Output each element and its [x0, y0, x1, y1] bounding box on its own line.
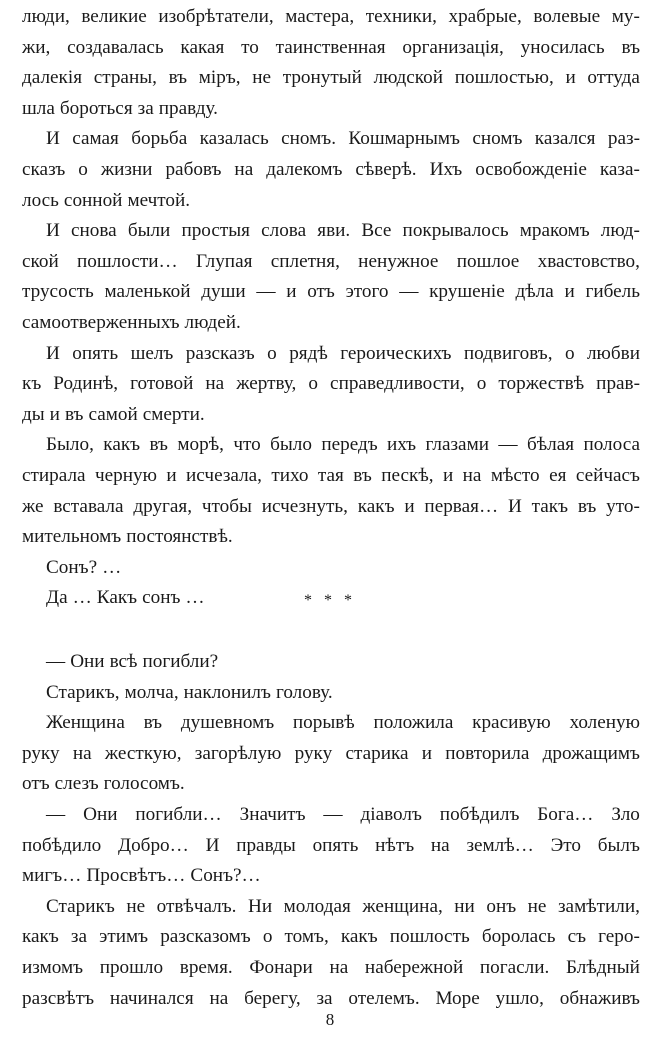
- text-line: къ Родинѣ, готовой на жертву, о справедливости, о торжествѣ прав-: [22, 373, 640, 395]
- text-line: измомъ прошло время. Фонари на набережной погасли. Блѣдный: [22, 956, 640, 978]
- text-line: сказъ о жизни рабовъ на далекомъ сѣверѣ. Ихъ освобожденiе каза-: [22, 158, 640, 180]
- text-line: отъ слезъ голосомъ.: [22, 773, 185, 795]
- text-line: трусость маленькой души — и отъ этого — крушенiе дѣла и гибель: [22, 281, 640, 303]
- text-line: руку на жесткую, загорѣлую руку старика и повторила дрожащимъ: [22, 742, 640, 764]
- text-line: далекiя страны, въ мiръ, не тронутый людской пошлостью, и оттуда: [22, 67, 640, 89]
- text-block-2: [22, 647, 640, 1014]
- page-number: 8: [325, 1010, 335, 1029]
- text-line: шла бороться за правду.: [22, 97, 218, 119]
- text-line: Было, какъ въ морѣ, что было передъ ихъ глазами — бѣлая полоса: [46, 434, 640, 456]
- text-line: И опять шелъ разсказъ о рядѣ героическихъ подвиговъ, о любви: [46, 342, 640, 364]
- text-line: — Они всѣ погибли?: [46, 651, 219, 672]
- text-line: И самая борьба казалась сномъ. Кошмарнымъ сномъ казался раз-: [46, 128, 640, 150]
- text-line: мительномъ постоянствѣ.: [22, 526, 233, 548]
- text-line: самоотверженныхъ людей.: [22, 311, 241, 333]
- text-line: Старикъ, молча, наклонилъ голову.: [46, 681, 333, 703]
- text-line: ской пошлости… Глупая сплетня, ненужное пошлое хвастовство,: [22, 250, 640, 272]
- text-line: же вставала другая, чтобы исчезнуть, какъ и первая… И такъ въ уто-: [22, 495, 640, 517]
- text-line: Женщина въ душевномъ порывѣ положила красивую холеную: [46, 712, 640, 734]
- text-line: стирала черную и исчезала, тихо тая въ пескѣ, и на мѣсто ея сейчасъ: [22, 464, 640, 486]
- text-line: — Они погибли… Значитъ — дiаволъ побѣдилъ Бога… Зло: [46, 803, 640, 825]
- text-line: Да … Какъ сонъ …: [46, 587, 205, 609]
- section-separator: * * *: [304, 592, 356, 609]
- text-line: И снова были простыя слова яви. Все покрывалось мракомъ люд-: [46, 220, 640, 242]
- text-block-1: [22, 2, 640, 614]
- text-line: мигъ… Просвѣтъ… Сонъ?…: [22, 865, 261, 887]
- text-line: ды и въ самой смерти.: [22, 403, 205, 425]
- text-line: разсвѣтъ начинался на берегу, за отелемъ. Море ушло, обнаживъ: [22, 987, 640, 1009]
- text-line: Сонъ? …: [46, 556, 122, 578]
- text-line: жи, создавалась какая то таинственная организацiя, уносилась въ: [22, 36, 640, 58]
- text-line: Старикъ не отвѣчалъ. Ни молодая женщина, ни онъ не замѣтили,: [46, 895, 640, 917]
- text-line: какъ за этимъ разсказомъ о томъ, какъ пошлость боролась съ геро-: [22, 926, 640, 948]
- text-line: побѣдило Добро… И правды опять нѣтъ на землѣ… Это былъ: [22, 834, 640, 856]
- text-line: лось сонной мечтой.: [22, 189, 191, 211]
- text-line: люди, великие изобрѣтатели, мастера, техники, храбрые, волевые му-: [22, 6, 640, 27]
